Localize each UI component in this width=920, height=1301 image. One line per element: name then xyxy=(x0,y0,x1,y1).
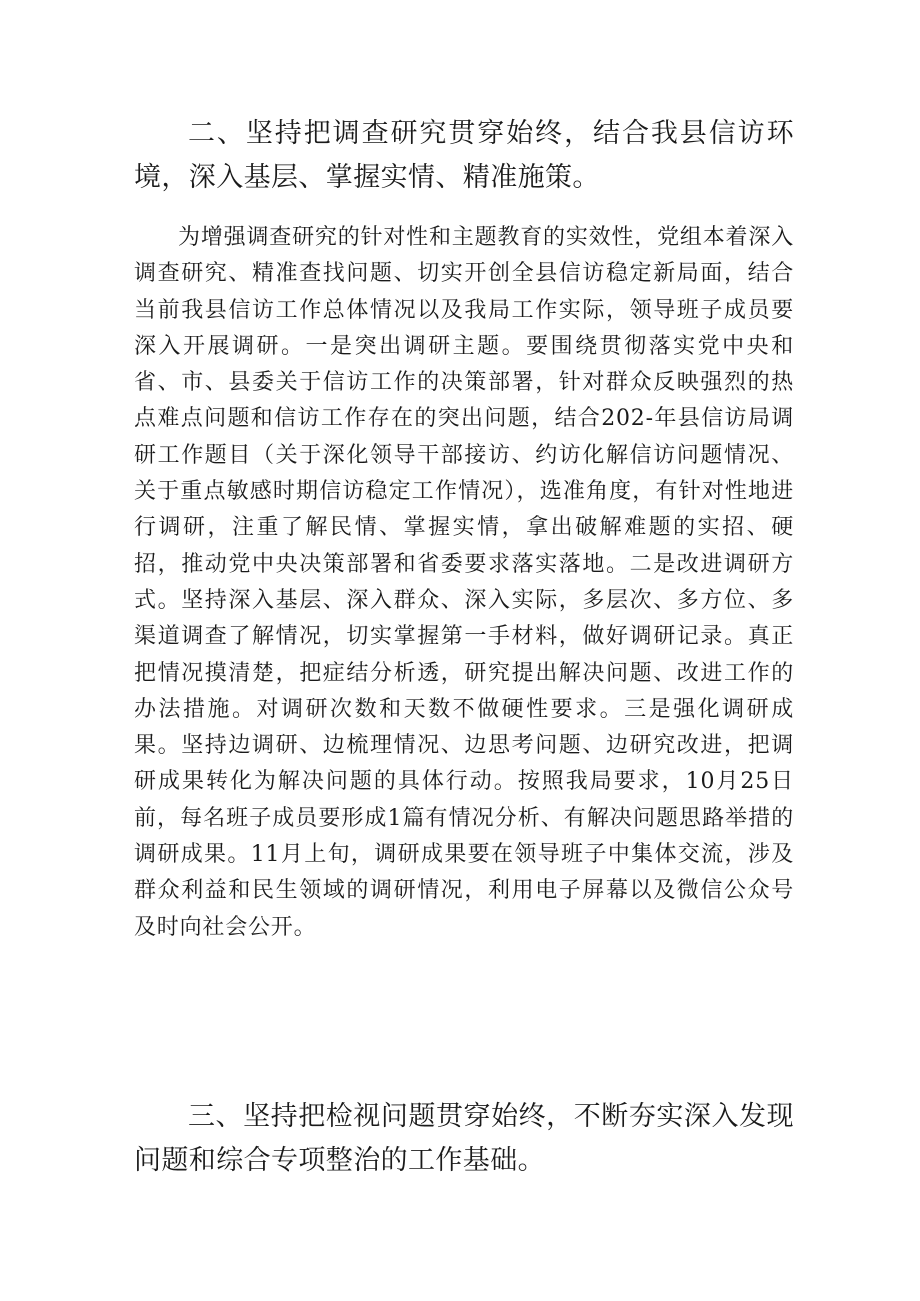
section-heading-2: 二、坚持把调查研究贯穿始终，结合我县信访环境，深入基层、掌握实情、精准施策。 xyxy=(134,118,794,193)
section-heading-3: 三、坚持把检视问题贯穿始终，不断夯实深入发现问题和综合专项整治的工作基础。 xyxy=(134,1101,794,1176)
body-paragraph: 为增强调查研究的针对性和主题教育的实效性，党组本着深入调查研究、精准查找问题、切实开创全县信访稳定新局面，结合当前我县信访工作总体情况以及我局工作实际，领导班子成员要深入开展调研。一是突出调研主题。要围绕贯彻落实党中央和省、市、县委关于信访工作的决策部署，针对群众反映强烈的热点难点问题和信访工作存在的突出问题，结合202-年县信访局调研工作题目（关于深化领导干部接访、约访化解信访问题情况、关于重点敏感时期信访稳定工作情况），选准角度，有针对性地进行调研，注重了解民情、掌握实情，拿出破解难题的实招、硬招，推动党中央决策部署和省委要求落实落地。二是改进调研方式。坚持深入基层、深入群众、深入实际，多层次、多方位、多渠道调查了解情况，切实掌握第一手材料，做好调研记录。真正把情况摸清楚，把症结分析透，研究提出解决问题、改进工作的办法措施。对调研次数和天数不做硬性要求。三是强化调研成果。坚持边调研、边梳理情况、边思考问题、边研究改进，把调研成果转化为解决问题的具体行动。按照我局要求，10月25日前，每名班子成员要形成1篇有情况分析、有解决问题思路举措的调研成果。11月上旬，调研成果要在领导班子中集体交流，涉及群众利益和民生领域的调研情况，利用电子屏幕以及微信公众号及时向社会公开。 xyxy=(134,225,794,940)
